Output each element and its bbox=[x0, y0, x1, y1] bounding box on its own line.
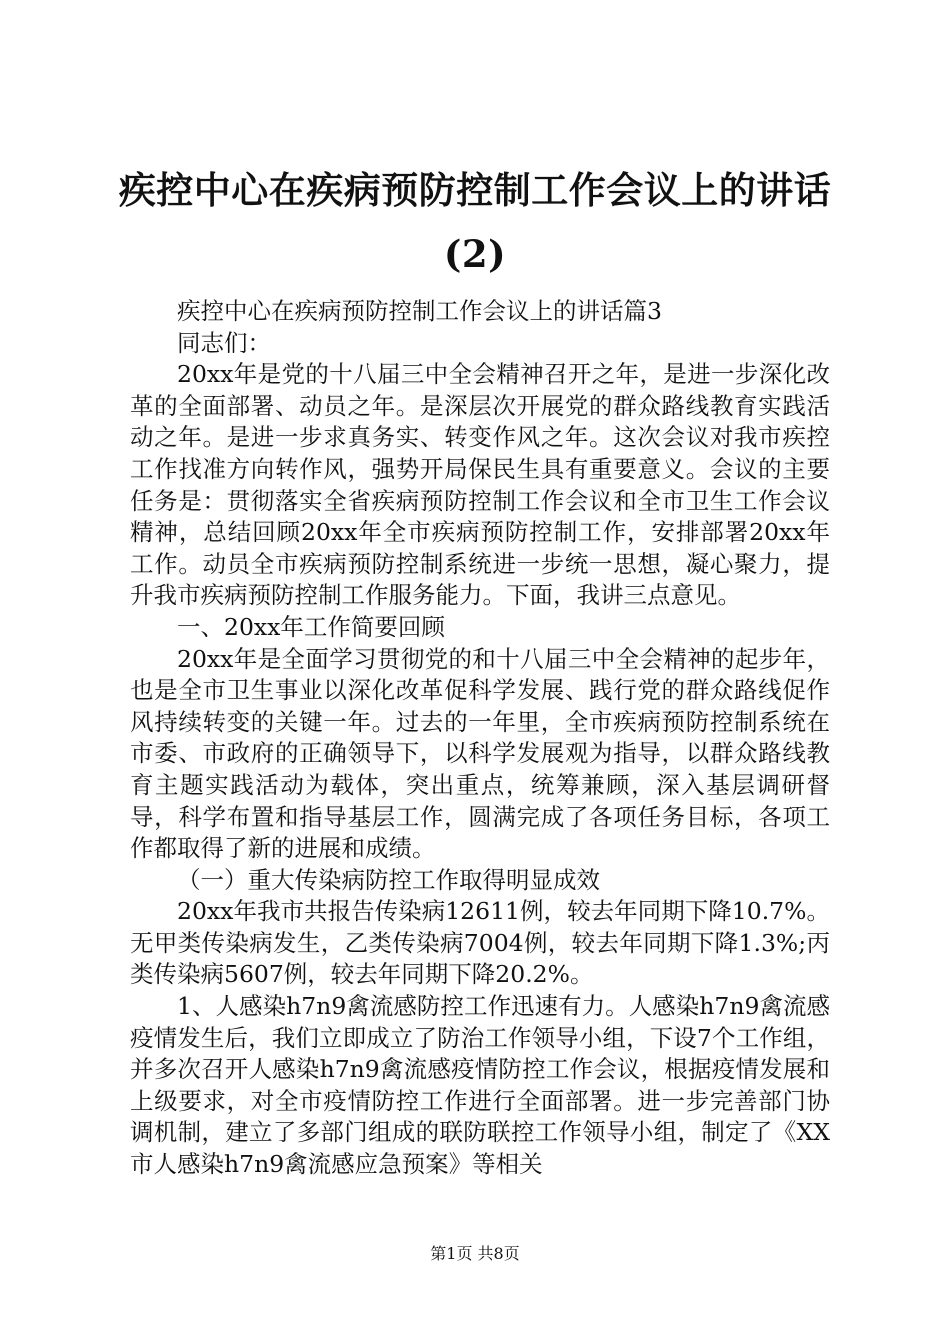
subsection-heading-1: （一）重大传染病防控工作取得明显成效 bbox=[177, 865, 600, 894]
paragraph-statistics: 20xx年我市共报告传染病12611例，较去年同期下降10.7%。无甲类传染病发生，乙类传染病7004例，较去年同期下降1.3%;丙类传染病5607例，较去年同期下降20.2%。 bbox=[130, 897, 830, 989]
section-heading-1: 一、20xx年工作简要回顾 bbox=[177, 612, 445, 641]
page-footer: 第1页 共8页 bbox=[430, 1244, 520, 1263]
title-line-1: 疾控中心在疾病预防控制工作会议上的讲话 bbox=[118, 168, 832, 212]
paragraph-subtitle: 疾控中心在疾病预防控制工作会议上的讲话篇3 bbox=[177, 297, 662, 325]
title-line-2: (2) bbox=[443, 232, 507, 276]
paragraph-review: 20xx年是全面学习贯彻党的和十八届三中全会精神的起步年，也是全市卫生事业以深化改革促科学发展、践行党的群众路线促作风持续转变的关键一年。过去的一年里，全市疾病预防控制系统在市委、市政府的正确领导下，以科学发展观为指导，以群众路线教育主题实践活动为载体，突出重点，统筹兼顾，深入基层调研督导，科学布置和指导基层工作，圆满完成了各项任务目标，各项工作都取得了新的进展和成绩。 bbox=[130, 644, 830, 863]
document-title bbox=[100, 158, 850, 286]
document-body bbox=[130, 296, 830, 1181]
paragraph-salutation: 同志们： bbox=[177, 328, 271, 357]
paragraph-h7n9: 1、人感染h7n9禽流感防控工作迅速有力。人感染h7n9禽流感疫情发生后，我们立即成立了防治工作领导小组，下设7个工作组，并多次召开人感染h7n9禽流感疫情防控工作会议，根据疫情发展和上级要求，对全市疫情防控工作进行全面部署。进一步完善部门协调机制，建立了多部门组成的联防联控工作领导小组，制定了《XX市人感染h7n9禽流感应急预案》等相关 bbox=[130, 992, 830, 1179]
paragraph-intro: 20xx年是党的十八届三中全会精神召开之年，是进一步深化改革的全面部署、动员之年。是深层次开展党的群众路线教育实践活动之年。是进一步求真务实、转变作风之年。这次会议对我市疾控工作找准方向转作风，强势开局保民生具有重要意义。会议的主要任务是：贯彻落实全省疾病预防控制工作会议和全市卫生工作会议精神，总结回顾20xx年全市疾病预防控制工作，安排部署20xx年工作。动员全市疾病预防控制系统进一步统一思想，凝心聚力，提升我市疾病预防控制工作服务能力。下面，我讲三点意见。 bbox=[130, 360, 830, 610]
